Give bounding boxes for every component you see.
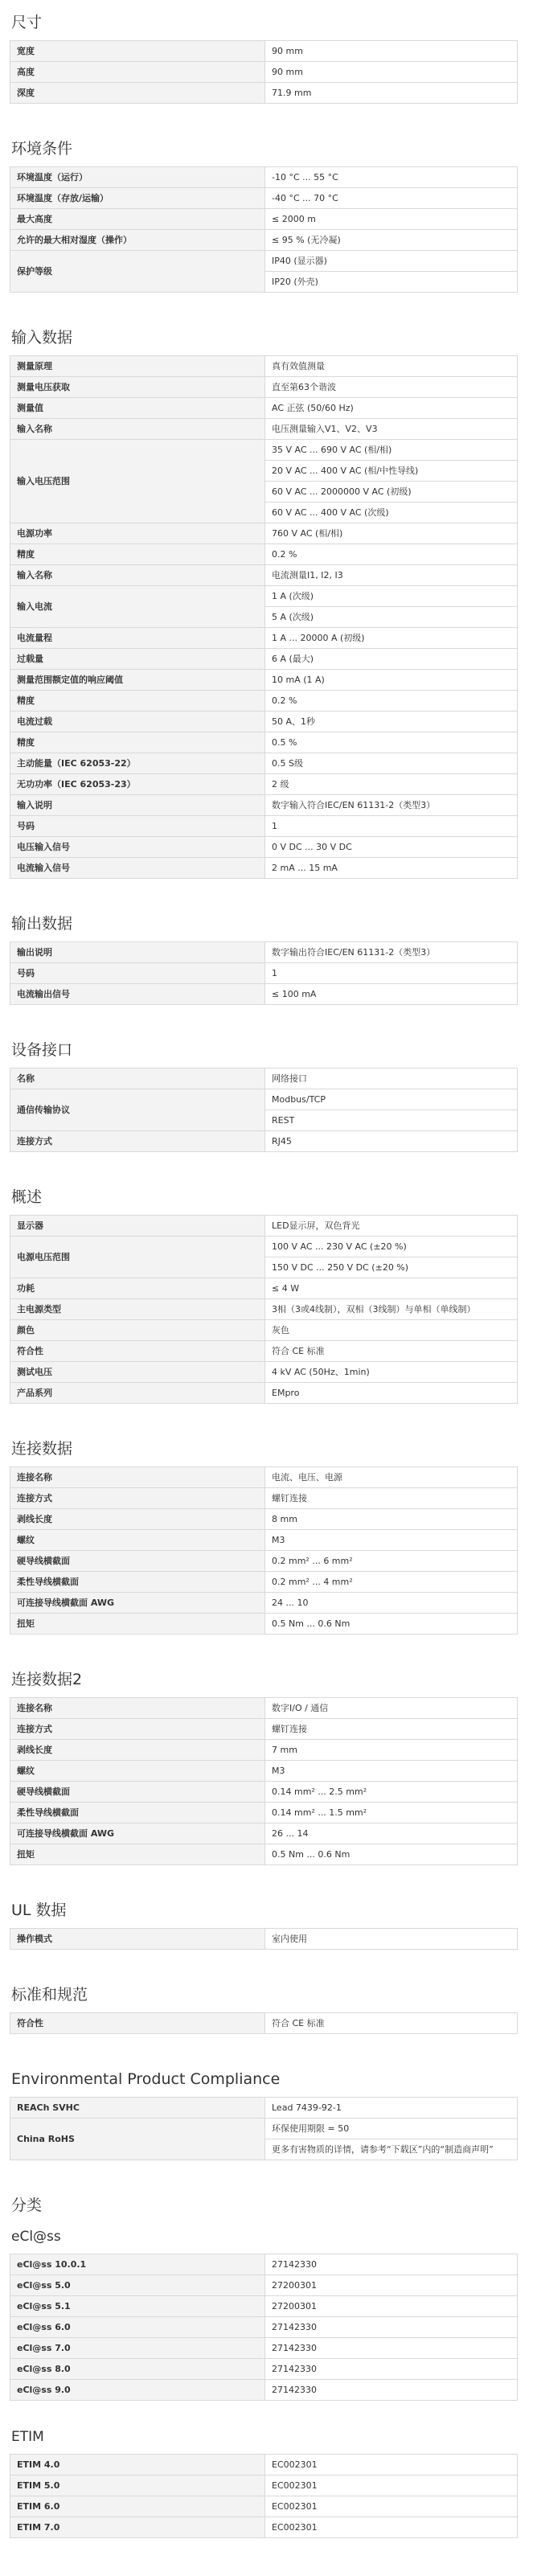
classification-section <box>10 2183 527 2538</box>
section-title: 分类 <box>11 2197 43 2214</box>
spec-label: 最大高度 <box>10 209 265 230</box>
table-row <box>10 816 518 837</box>
spec-section <box>10 901 527 1005</box>
table-row <box>10 1823 518 1844</box>
spec-value: 27142330 <box>265 2338 518 2359</box>
table-row <box>10 649 518 670</box>
spec-label: 深度 <box>10 83 265 104</box>
section-title: Environmental Product Compliance <box>11 2070 281 2088</box>
section-title: 连接数据 <box>11 1440 73 1458</box>
spec-label: 电流输入信号 <box>10 858 265 879</box>
spec-label: 硬导线横截面 <box>10 1551 265 1572</box>
spec-label: 允许的最大相对湿度（操作） <box>10 230 265 251</box>
section-title: 输出数据 <box>11 915 73 933</box>
spec-value: 0.5 Nm ... 0.6 Nm <box>265 1614 518 1635</box>
spec-table <box>10 941 518 1005</box>
spec-value: 7 mm <box>265 1740 518 1761</box>
spec-value: 0.5 Nm ... 0.6 Nm <box>265 1844 518 1865</box>
table-row <box>10 858 518 879</box>
spec-table <box>10 1697 518 1865</box>
table-row <box>10 251 518 272</box>
spec-label: ETIM 5.0 <box>10 2476 265 2496</box>
spec-value: 150 V DC ... 250 V DC (±20 %) <box>265 1257 518 1278</box>
spec-value: 27142330 <box>265 2380 518 2401</box>
table-row <box>10 1509 518 1530</box>
spec-value: 1 A ... 20000 A (初级) <box>265 628 518 649</box>
spec-value: Modbus/TCP <box>265 1089 518 1110</box>
spec-label: ETIM 6.0 <box>10 2496 265 2517</box>
table-row <box>10 398 518 419</box>
table-row <box>10 2517 518 2538</box>
spec-label: eCl@ss 7.0 <box>10 2338 265 2359</box>
spec-section <box>10 1657 527 1865</box>
spec-value: M3 <box>265 1761 518 1782</box>
spec-label: 扭矩 <box>10 1844 265 1865</box>
spec-value: 100 V AC ... 230 V AC (±20 %) <box>265 1237 518 1257</box>
spec-value: 电流测量I1, I2, I3 <box>265 565 518 586</box>
spec-value: ≤ 100 mA <box>265 984 518 1005</box>
spec-value: 6 A (最大) <box>265 649 518 670</box>
spec-label: eCl@ss 10.0.1 <box>10 2254 265 2275</box>
table-row <box>10 1131 518 1152</box>
table-row <box>10 230 518 251</box>
spec-section <box>10 1175 527 1404</box>
table-row <box>10 1362 518 1383</box>
spec-label: 测量范围额定值的响应阈值 <box>10 670 265 691</box>
table-row <box>10 377 518 398</box>
spec-value: AC 正弦 (50/60 Hz) <box>265 398 518 419</box>
table-row <box>10 565 518 586</box>
table-row <box>10 1929 518 1950</box>
spec-value: 60 V AC ... 400 V AC (次级) <box>265 502 518 523</box>
spec-value: 灰色 <box>265 1320 518 1341</box>
table-row <box>10 2296 518 2317</box>
spec-label: 保护等级 <box>10 251 265 293</box>
spec-label: ETIM 7.0 <box>10 2517 265 2538</box>
table-row <box>10 2254 518 2275</box>
section-title: 设备接口 <box>11 1041 73 1059</box>
spec-label: 电压输入信号 <box>10 837 265 858</box>
spec-label: 输入电压范围 <box>10 440 265 523</box>
spec-value: 90 mm <box>265 41 518 62</box>
spec-value: 2 mA ... 15 mA <box>265 858 518 879</box>
spec-label: 测量电压获取 <box>10 377 265 398</box>
spec-label: 剥线长度 <box>10 1509 265 1530</box>
spec-value: Lead 7439-92-1 <box>265 2098 518 2119</box>
spec-value: 10 mA (1 A) <box>265 670 518 691</box>
spec-label: eCl@ss 5.0 <box>10 2275 265 2296</box>
spec-table <box>10 2012 518 2034</box>
table-row <box>10 2119 518 2139</box>
spec-label: 精度 <box>10 732 265 753</box>
spec-label: eCl@ss 6.0 <box>10 2317 265 2338</box>
spec-label: 符合性 <box>10 2013 265 2034</box>
spec-label: 宽度 <box>10 41 265 62</box>
spec-value: 0.2 mm² ... 4 mm² <box>265 1572 518 1593</box>
table-row <box>10 188 518 209</box>
table-row <box>10 1530 518 1551</box>
table-row <box>10 1320 518 1341</box>
spec-value: 26 ... 14 <box>265 1823 518 1844</box>
table-row <box>10 1237 518 1257</box>
spec-section <box>10 1426 527 1635</box>
spec-label: 连接方式 <box>10 1719 265 1740</box>
spec-value: 0.14 mm² ... 2.5 mm² <box>265 1782 518 1803</box>
spec-section <box>10 1972 527 2034</box>
spec-label: 精度 <box>10 691 265 712</box>
spec-label: 硬导线横截面 <box>10 1782 265 1803</box>
table-row <box>10 1551 518 1572</box>
spec-label: 输入说明 <box>10 795 265 816</box>
spec-table <box>10 40 518 104</box>
spec-value: 0.2 % <box>265 544 518 565</box>
table-row <box>10 1467 518 1488</box>
spec-label: 主动能量（IEC 62053-22） <box>10 753 265 774</box>
spec-label: 环境温度（运行） <box>10 167 265 188</box>
spec-value: 真有效值测量 <box>265 356 518 377</box>
group-title: ETIM <box>11 2429 44 2445</box>
table-row <box>10 356 518 377</box>
spec-label: REACh SVHC <box>10 2098 265 2119</box>
spec-value: 27142330 <box>265 2254 518 2275</box>
spec-value: 27200301 <box>265 2275 518 2296</box>
spec-value: 27142330 <box>265 2317 518 2338</box>
spec-table <box>10 2097 518 2160</box>
table-row <box>10 2275 518 2296</box>
spec-value: 1 <box>265 816 518 837</box>
spec-value: EC002301 <box>265 2517 518 2538</box>
spec-label: 连接名称 <box>10 1698 265 1719</box>
spec-label: 显示器 <box>10 1216 265 1237</box>
spec-label: eCl@ss 5.1 <box>10 2296 265 2317</box>
spec-value: ≤ 4 W <box>265 1278 518 1299</box>
table-row <box>10 209 518 230</box>
spec-label: 功耗 <box>10 1278 265 1299</box>
spec-section <box>10 0 527 104</box>
spec-value: 8 mm <box>265 1509 518 1530</box>
spec-label: 可连接导线横截面 AWG <box>10 1823 265 1844</box>
spec-value: 0.5 % <box>265 732 518 753</box>
table-row <box>10 1572 518 1593</box>
spec-value: EMpro <box>265 1383 518 1404</box>
section-title: UL 数据 <box>11 1901 67 1919</box>
spec-value: IP20 (外壳) <box>265 272 518 293</box>
table-row <box>10 440 518 461</box>
table-row <box>10 544 518 565</box>
spec-label: 输入电流 <box>10 586 265 628</box>
spec-table <box>10 1068 518 1152</box>
table-row <box>10 1740 518 1761</box>
spec-value: LED显示屏，双色背光 <box>265 1216 518 1237</box>
table-row <box>10 753 518 774</box>
table-row <box>10 1761 518 1782</box>
spec-value: 0.2 % <box>265 691 518 712</box>
spec-value: 更多有害物质的详情，请参考“下载区”内的“制造商声明” <box>265 2139 518 2160</box>
spec-value: 符合 CE 标准 <box>265 1341 518 1362</box>
spec-section <box>10 126 527 293</box>
table-row <box>10 167 518 188</box>
spec-value: 1 A (次级) <box>265 586 518 607</box>
spec-section <box>10 1888 527 1950</box>
spec-value: 网络接口 <box>265 1069 518 1089</box>
spec-label: 测量原理 <box>10 356 265 377</box>
spec-label: 号码 <box>10 963 265 984</box>
spec-label: 产品系列 <box>10 1383 265 1404</box>
spec-label: 连接名称 <box>10 1467 265 1488</box>
spec-value: REST <box>265 1110 518 1131</box>
spec-label: 输出说明 <box>10 942 265 963</box>
table-row <box>10 1278 518 1299</box>
spec-value: ≤ 2000 m <box>265 209 518 230</box>
spec-value: 环保使用期限 = 50 <box>265 2119 518 2139</box>
spec-table <box>10 355 518 879</box>
spec-label: 可连接导线横截面 AWG <box>10 1593 265 1614</box>
spec-label: eCl@ss 9.0 <box>10 2380 265 2401</box>
section-title: 概述 <box>11 1188 43 1206</box>
table-row <box>10 712 518 732</box>
table-row <box>10 2476 518 2496</box>
table-row <box>10 1803 518 1823</box>
classification-group <box>10 2223 527 2401</box>
spec-label: 主电源类型 <box>10 1299 265 1320</box>
spec-value: 35 V AC ... 690 V AC (相/相) <box>265 440 518 461</box>
table-row <box>10 1614 518 1635</box>
group-title: eCl@ss <box>11 2229 61 2245</box>
spec-value: 数字输入符合IEC/EN 61131-2（类型3） <box>265 795 518 816</box>
spec-label: 高度 <box>10 62 265 83</box>
spec-label: 连接方式 <box>10 1131 265 1152</box>
spec-label: 剥线长度 <box>10 1740 265 1761</box>
spec-value: 1 <box>265 963 518 984</box>
table-row <box>10 1216 518 1237</box>
section-title: 标准和规范 <box>11 1986 88 2004</box>
spec-label: 符合性 <box>10 1341 265 1362</box>
spec-label: 过载量 <box>10 649 265 670</box>
spec-label: 电流输出信号 <box>10 984 265 1005</box>
spec-table <box>10 1215 518 1404</box>
table-row <box>10 2013 518 2034</box>
spec-label: 输入名称 <box>10 419 265 440</box>
spec-label: 号码 <box>10 816 265 837</box>
spec-value: 电压测量输入V1、V2、V3 <box>265 419 518 440</box>
spec-value: -40 °C ... 70 °C <box>265 188 518 209</box>
spec-value: 90 mm <box>265 62 518 83</box>
spec-label: 螺纹 <box>10 1761 265 1782</box>
table-row <box>10 41 518 62</box>
spec-value: 60 V AC ... 2000000 V AC (初级) <box>265 482 518 502</box>
spec-value: 71.9 mm <box>265 83 518 104</box>
spec-label: 柔性导线横截面 <box>10 1572 265 1593</box>
spec-sections <box>10 0 527 2160</box>
spec-value: 24 ... 10 <box>265 1593 518 1614</box>
table-row <box>10 2359 518 2380</box>
spec-value: 760 V AC (相/相) <box>265 523 518 544</box>
spec-value: 0 V DC ... 30 V DC <box>265 837 518 858</box>
spec-value: RJ45 <box>265 1131 518 1152</box>
spec-table <box>10 2254 518 2401</box>
table-row <box>10 963 518 984</box>
spec-label: ETIM 4.0 <box>10 2455 265 2476</box>
table-row <box>10 732 518 753</box>
spec-value: IP40 (显示器) <box>265 251 518 272</box>
table-row <box>10 1844 518 1865</box>
spec-label: 颜色 <box>10 1320 265 1341</box>
table-row <box>10 1719 518 1740</box>
spec-value: 数字输出符合IEC/EN 61131-2（类型3） <box>265 942 518 963</box>
table-row <box>10 628 518 649</box>
spec-section <box>10 1028 527 1152</box>
table-row <box>10 984 518 1005</box>
classification-group <box>10 2423 527 2538</box>
spec-value: 0.5 S级 <box>265 753 518 774</box>
table-row <box>10 2496 518 2517</box>
table-row <box>10 523 518 544</box>
table-row <box>10 419 518 440</box>
table-row <box>10 670 518 691</box>
spec-label: 名称 <box>10 1069 265 1089</box>
spec-value: 螺钉连接 <box>265 1488 518 1509</box>
table-row <box>10 1383 518 1404</box>
table-row <box>10 2317 518 2338</box>
spec-label: 操作模式 <box>10 1929 265 1950</box>
spec-label: 通信传输协议 <box>10 1089 265 1131</box>
spec-value: 符合 CE 标准 <box>265 2013 518 2034</box>
spec-label: 精度 <box>10 544 265 565</box>
section-title: 尺寸 <box>11 14 43 31</box>
spec-value: ≤ 95 % (无冷凝) <box>265 230 518 251</box>
spec-value: 0.2 mm² ... 6 mm² <box>265 1551 518 1572</box>
spec-value: EC002301 <box>265 2496 518 2517</box>
table-row <box>10 1089 518 1110</box>
spec-label: 连接方式 <box>10 1488 265 1509</box>
table-row <box>10 1488 518 1509</box>
spec-value: 直至第63个谐波 <box>265 377 518 398</box>
spec-label: 电流量程 <box>10 628 265 649</box>
table-row <box>10 2380 518 2401</box>
spec-label: 电源电压范围 <box>10 1237 265 1278</box>
table-row <box>10 942 518 963</box>
spec-value: 2 级 <box>265 774 518 795</box>
spec-section <box>10 2057 527 2160</box>
spec-value: 20 V AC ... 400 V AC (相/中性导线) <box>265 461 518 482</box>
table-row <box>10 2338 518 2359</box>
spec-label: 无功功率（IEC 62053-23） <box>10 774 265 795</box>
spec-value: 室内使用 <box>265 1929 518 1950</box>
table-row <box>10 83 518 104</box>
spec-value: 3相（3或4线制），双相（3线制）与单相（单线制） <box>265 1299 518 1320</box>
spec-label: 测量值 <box>10 398 265 419</box>
spec-value: -10 °C ... 55 °C <box>265 167 518 188</box>
spec-table <box>10 1928 518 1950</box>
table-row <box>10 691 518 712</box>
spec-label: 输入名称 <box>10 565 265 586</box>
spec-value: 27142330 <box>265 2359 518 2380</box>
spec-value: EC002301 <box>265 2476 518 2496</box>
table-row <box>10 1593 518 1614</box>
table-row <box>10 2098 518 2119</box>
spec-label: 环境温度（存放/运输） <box>10 188 265 209</box>
spec-label: 电源功率 <box>10 523 265 544</box>
spec-table <box>10 1466 518 1635</box>
spec-label: 柔性导线横截面 <box>10 1803 265 1823</box>
spec-value: 数字I/O / 通信 <box>265 1698 518 1719</box>
table-row <box>10 837 518 858</box>
section-title: 输入数据 <box>11 329 73 347</box>
table-row <box>10 2455 518 2476</box>
table-row <box>10 586 518 607</box>
spec-value: 0.14 mm² ... 1.5 mm² <box>265 1803 518 1823</box>
spec-value: M3 <box>265 1530 518 1551</box>
table-row <box>10 62 518 83</box>
spec-value: 27200301 <box>265 2296 518 2317</box>
spec-label: 螺纹 <box>10 1530 265 1551</box>
section-title: 环境条件 <box>11 140 73 158</box>
table-row <box>10 774 518 795</box>
table-row <box>10 795 518 816</box>
spec-value: 50 A、1秒 <box>265 712 518 732</box>
spec-table <box>10 166 518 293</box>
spec-value: 4 kV AC (50Hz、1min) <box>265 1362 518 1383</box>
table-row <box>10 1341 518 1362</box>
section-title: 连接数据2 <box>11 1671 83 1688</box>
classification-groups <box>10 2223 527 2538</box>
spec-label: 扭矩 <box>10 1614 265 1635</box>
spec-section <box>10 315 527 879</box>
table-row <box>10 1698 518 1719</box>
table-row <box>10 1782 518 1803</box>
table-row <box>10 1069 518 1089</box>
spec-label: 测试电压 <box>10 1362 265 1383</box>
spec-label: China RoHS <box>10 2119 265 2160</box>
spec-value: 电流、电压、电源 <box>265 1467 518 1488</box>
spec-label: 电流过载 <box>10 712 265 732</box>
spec-label: eCl@ss 8.0 <box>10 2359 265 2380</box>
table-row <box>10 1299 518 1320</box>
spec-value: 5 A (次级) <box>265 607 518 628</box>
spec-value: EC002301 <box>265 2455 518 2476</box>
spec-value: 螺钉连接 <box>265 1719 518 1740</box>
spec-table <box>10 2454 518 2538</box>
